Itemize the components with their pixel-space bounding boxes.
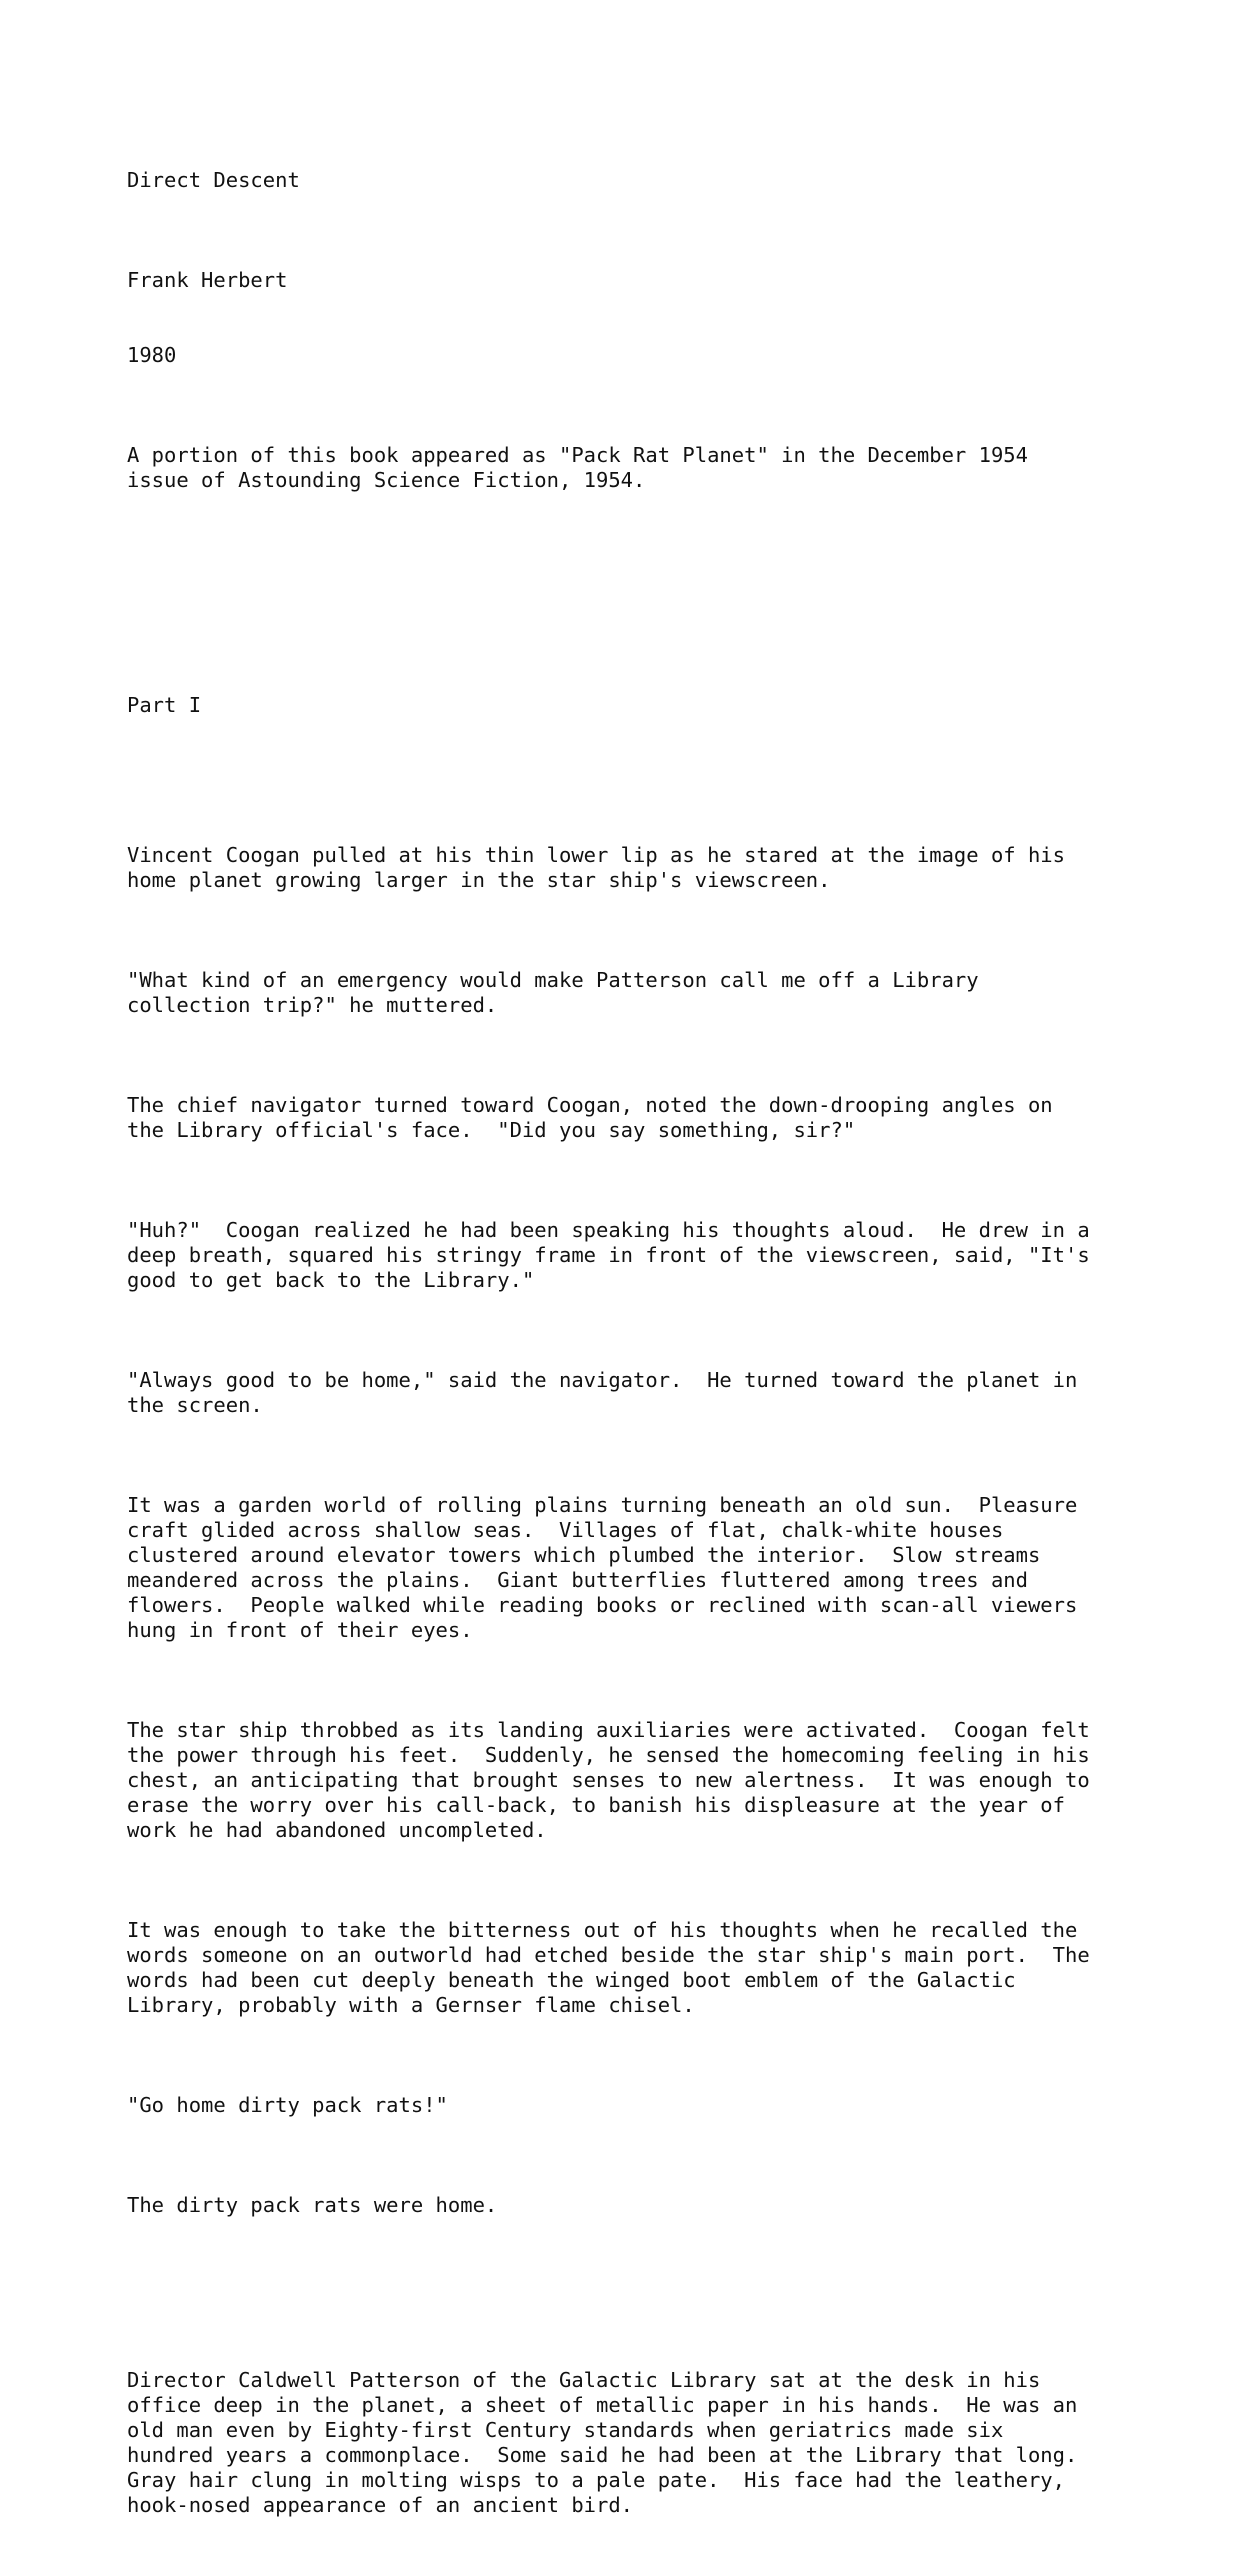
paragraph: "Huh?" Coogan realized he had been speaking his thoughts aloud. He drew in a deep breath, squared his stringy frame in front of the viewscreen, said, "It's good to get back to the Library." [127,1218,1090,1292]
document-page [127,118,1127,2568]
publication-year: 1980 [127,343,177,367]
author-name: Frank Herbert [127,268,288,292]
paragraph: It was enough to take the bitterness out of his thoughts when he recalled the words someone on an outworld had etched beside the star ship's main port. The words had been cut deeply beneath the winged boot emblem of the Galactic Library, probably with a Gernser flame chisel. [127,1918,1090,2017]
part-heading: Part I [127,693,202,717]
paragraph: "Always good to be home," said the navigator. He turned toward the planet in the screen. [127,1368,1078,1417]
paragraph: "What kind of an emergency would make Patterson call me off a Library collection trip?" he muttered. [127,968,979,1017]
publication-note: A portion of this book appeared as "Pack Rat Planet" in the December 1954 issue of Astounding Science Fiction, 1954. [127,443,1028,492]
paragraph: The dirty pack rats were home. [127,2193,498,2217]
book-title: Direct Descent [127,168,300,192]
paragraph: Vincent Coogan pulled at his thin lower lip as he stared at the image of his home planet growing larger in the star ship's viewscreen. [127,843,1065,892]
paragraph: The star ship throbbed as its landing auxiliaries were activated. Coogan felt the power through his feet. Suddenly, he sensed the homecoming feeling in his chest, an anticipating that brought senses to new alertness. It was enough to erase the worry over his call-back, to banish his displeasure at the year of work he had abandoned uncompleted. [127,1718,1090,1842]
paragraph: "Go home dirty pack rats!" [127,2093,448,2117]
paragraph: It was a garden world of rolling plains turning beneath an old sun. Pleasure craft glided across shallow seas. Villages of flat, chalk-white houses clustered around elevator towers which plumbed the interior. Slow streams meandered across the plains. Giant butterflies fluttered among trees and flowers. People walked while reading books or reclined with scan-all viewers hung in front of their eyes. [127,1493,1078,1642]
paragraph: Director Caldwell Patterson of the Galactic Library sat at the desk in his office deep in the planet, a sheet of metallic paper in his hands. He was an old man even by Eighty-first Century standards when geriatrics made six hundred years a commonplace. Some said he had been at the Library that long. Gray hair clung in molting wisps to a pale pate. His face had the leathery, hook-nosed appearance of an ancient bird. [127,2368,1078,2517]
paragraph: The chief navigator turned toward Coogan, noted the down-drooping angles on the Library official's face. "Did you say something, sir?" [127,1093,1053,1142]
